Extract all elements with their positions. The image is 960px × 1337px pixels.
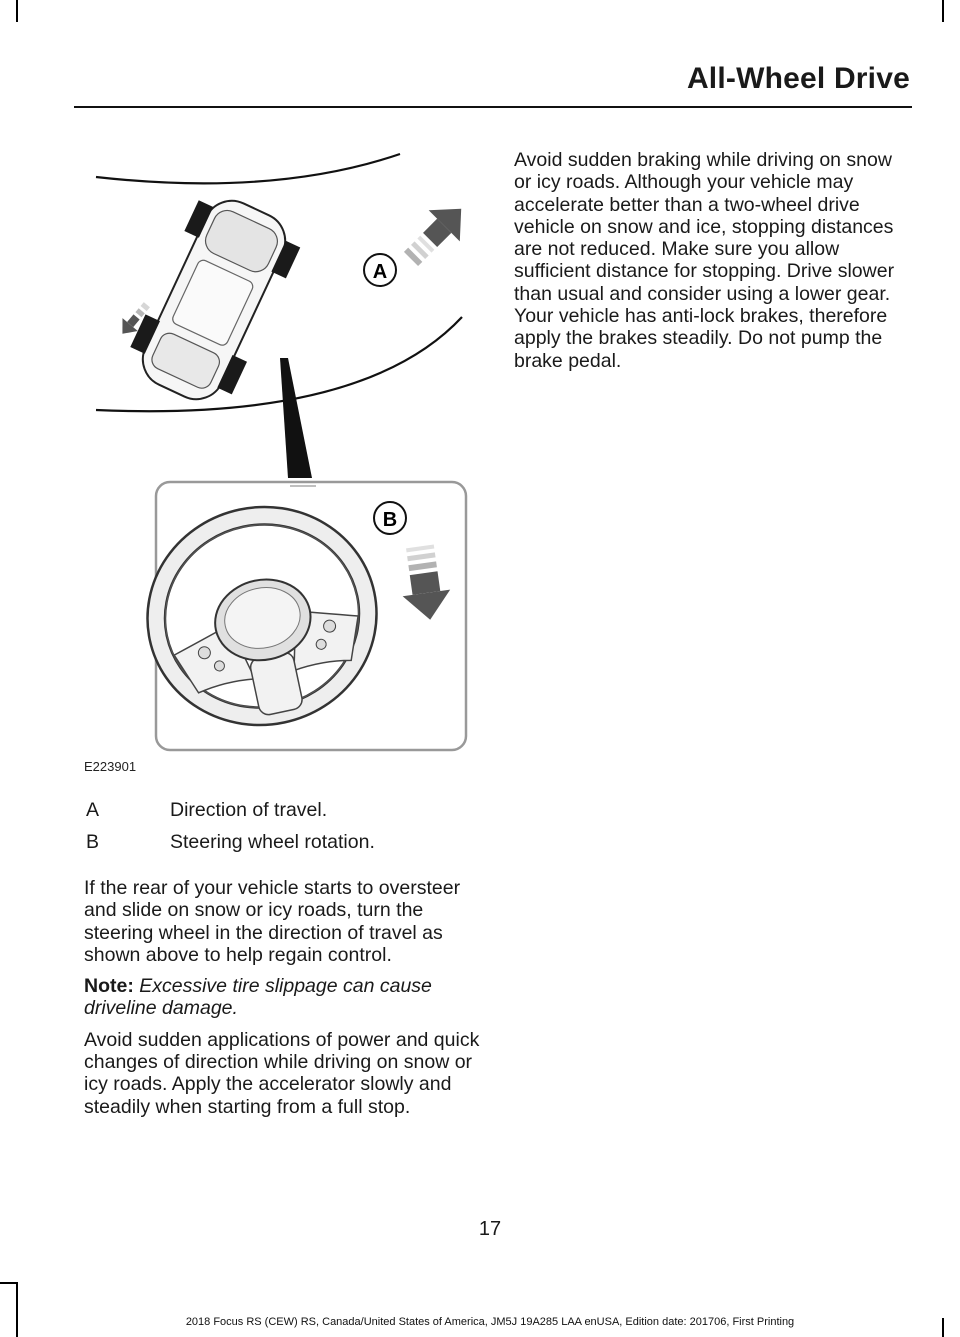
- right-column: [514, 149, 914, 381]
- paragraph-braking: Avoid sudden braking while driving on snow or icy roads. Although your vehicle may accelerate better than a two-wheel drive vehicle on snow and ice, stopping distances are not reduced. Make sure you allow sufficient distance for stopping. Drive slower than usual and consider using a lower gear. Your vehicle has anti-lock brakes, therefore apply the brakes steadily. Do not pump the brake pedal.: [514, 149, 895, 372]
- legend-key: A: [86, 799, 100, 821]
- travel-direction-arrow: [395, 193, 476, 274]
- legend-key: B: [86, 831, 100, 853]
- footer-text: 2018 Focus RS (CEW) RS, Canada/United States of America, JM5J 19A285 LAA enUSA, Edition date: 201706, First Printing: [185, 1316, 795, 1328]
- car-top-view: [121, 186, 307, 415]
- crop-mark-top-right: [942, 0, 944, 22]
- note-text: Excessive tire slippage can cause driveline damage.: [84, 975, 432, 1020]
- note-label: Note:: [84, 975, 134, 998]
- title-rule: [74, 106, 912, 108]
- detail-pointer: [280, 358, 312, 478]
- note: [84, 975, 494, 1020]
- left-column: [84, 877, 494, 1127]
- road-edge-outer: [96, 154, 400, 183]
- legend-text: Steering wheel rotation.: [170, 831, 375, 853]
- legend-row-a: [86, 799, 506, 831]
- callout-a-label: A: [372, 261, 388, 283]
- callout-b-label: B: [382, 509, 398, 531]
- illustration: [74, 122, 494, 782]
- oversteer-illustration: [74, 122, 494, 782]
- page-title: All-Wheel Drive: [686, 62, 910, 95]
- legend-text: Direction of travel.: [170, 799, 328, 821]
- crop-mark-top-left: [16, 0, 18, 22]
- legend-row-b: [86, 831, 506, 863]
- figure-code: E223901: [84, 759, 137, 774]
- paragraph-oversteer: If the rear of your vehicle starts to oversteer and slide on snow or icy roads, turn the steering wheel in the direction of travel as shown above to help regain control.: [84, 877, 461, 966]
- page-number: 17: [478, 1218, 502, 1240]
- paragraph-power: Avoid sudden applications of power and quick changes of direction while driving on snow or icy roads. Apply the accelerator slowly and steadily when starting from a full stop.: [84, 1028, 480, 1118]
- figure-legend: [86, 799, 506, 863]
- crop-mark-bottom-left-v: [16, 1282, 18, 1337]
